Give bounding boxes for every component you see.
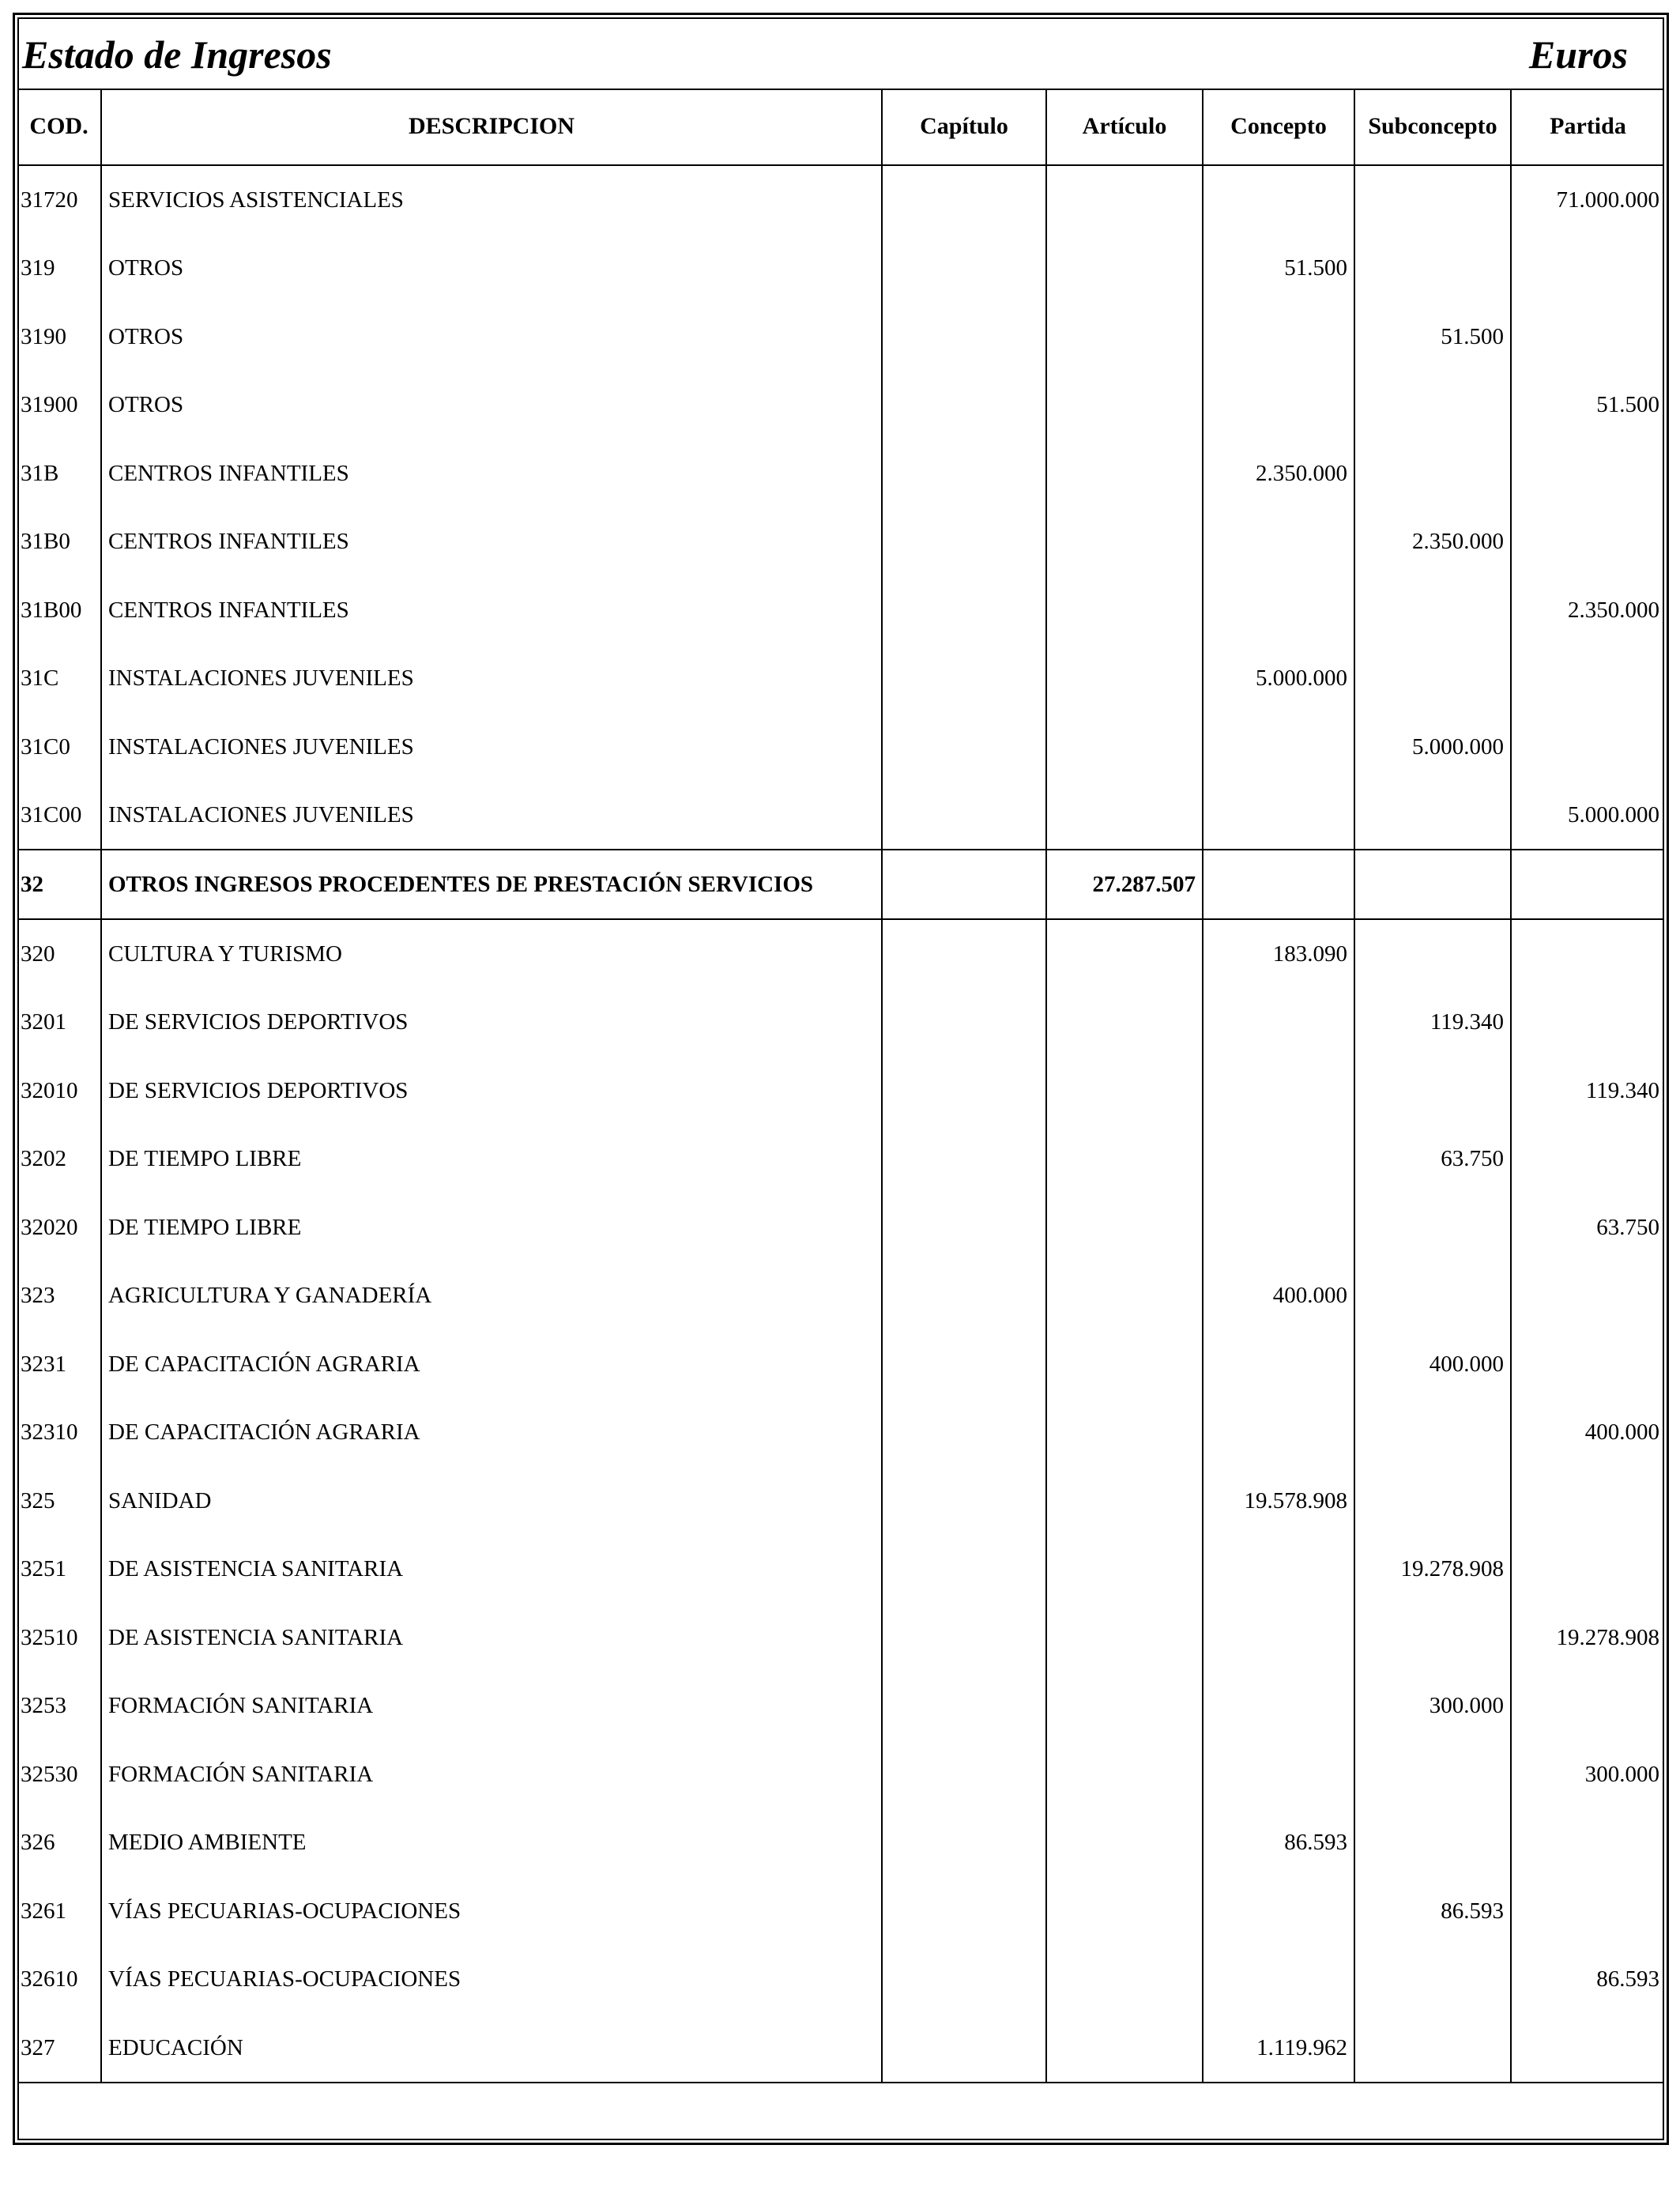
cell-descripcion: DE SERVICIOS DEPORTIVOS xyxy=(108,1077,409,1103)
cell-subconcepto: 2.350.000 xyxy=(1412,529,1504,555)
cell-partida xyxy=(1512,1330,1659,1399)
table-row xyxy=(0,1877,1680,1946)
cell-cod: 3231 xyxy=(21,1351,66,1377)
table-row xyxy=(0,1125,1680,1194)
cell-cod: 319 xyxy=(21,255,55,281)
cell-cod: 31B xyxy=(21,460,59,486)
cell-cod: 31720 xyxy=(21,187,78,213)
cell-cod: 32310 xyxy=(21,1419,78,1446)
cell-descripcion: OTROS INGRESOS PROCEDENTES DE PRESTACIÓN SERVICIOS xyxy=(108,871,814,897)
cell-capitulo xyxy=(883,1877,1039,1946)
cell-descripcion: EDUCACIÓN xyxy=(108,2034,243,2060)
cell-cod: 32020 xyxy=(21,1214,78,1240)
cell-articulo xyxy=(1047,1057,1196,1125)
cell-subconcepto xyxy=(1355,1262,1504,1331)
cell-cod: 3261 xyxy=(21,1898,66,1924)
cell-descripcion: FORMACIÓN SANITARIA xyxy=(108,1761,374,1787)
cell-partida: 86.593 xyxy=(1596,1966,1659,1992)
article-total-row xyxy=(0,850,1680,919)
cell-concepto: 400.000 xyxy=(1272,1283,1347,1309)
cell-subconcepto xyxy=(1355,645,1504,714)
cell-subconcepto: 19.278.908 xyxy=(1400,1556,1504,1582)
cell-descripcion: OTROS xyxy=(108,392,184,418)
cell-articulo xyxy=(1047,1330,1196,1399)
cell-subconcepto: 51.500 xyxy=(1441,323,1504,349)
cell-articulo xyxy=(1047,439,1196,508)
cell-concepto xyxy=(1203,371,1347,440)
cell-cod: 323 xyxy=(21,1283,55,1309)
cell-capitulo xyxy=(883,439,1039,508)
cell-partida xyxy=(1512,1877,1659,1946)
cell-articulo xyxy=(1047,1604,1196,1672)
cell-cod: 3202 xyxy=(21,1146,66,1172)
cell-capitulo xyxy=(883,1193,1039,1262)
cell-articulo xyxy=(1047,1740,1196,1809)
cell-subconcepto: 300.000 xyxy=(1429,1693,1504,1719)
cell-descripcion: CENTROS INFANTILES xyxy=(108,460,349,486)
cell-concepto xyxy=(1203,713,1347,782)
cell-subconcepto xyxy=(1355,576,1504,645)
cell-descripcion: CENTROS INFANTILES xyxy=(108,529,349,555)
table-row xyxy=(0,508,1680,577)
table-row xyxy=(0,920,1680,989)
cell-capitulo xyxy=(883,1125,1039,1194)
cell-capitulo xyxy=(883,166,1039,235)
cell-partida xyxy=(1512,645,1659,714)
cell-concepto: 5.000.000 xyxy=(1256,665,1347,692)
cell-concepto xyxy=(1203,1399,1347,1468)
cell-descripcion: DE SERVICIOS DEPORTIVOS xyxy=(108,1009,409,1035)
cell-articulo xyxy=(1047,508,1196,577)
cell-capitulo xyxy=(883,782,1039,850)
cell-capitulo xyxy=(883,1467,1039,1536)
cell-articulo xyxy=(1047,645,1196,714)
cell-concepto xyxy=(1203,1125,1347,1194)
cell-cod: 327 xyxy=(21,2034,55,2060)
cell-partida xyxy=(1512,713,1659,782)
cell-partida: 63.750 xyxy=(1596,1214,1659,1240)
cell-concepto xyxy=(1203,850,1347,919)
cell-articulo xyxy=(1047,1536,1196,1604)
cell-articulo xyxy=(1047,1125,1196,1194)
cell-partida: 2.350.000 xyxy=(1568,597,1659,623)
cell-partida xyxy=(1512,303,1659,371)
column-header-concepto: Concepto xyxy=(1230,113,1327,139)
cell-concepto xyxy=(1203,1057,1347,1125)
cell-cod: 3201 xyxy=(21,1009,66,1035)
cell-concepto xyxy=(1203,782,1347,850)
table-row xyxy=(0,1809,1680,1878)
table-row xyxy=(0,371,1680,440)
cell-descripcion: DE TIEMPO LIBRE xyxy=(108,1214,302,1240)
cell-articulo xyxy=(1047,1193,1196,1262)
cell-articulo xyxy=(1047,1672,1196,1741)
cell-subconcepto xyxy=(1355,782,1504,850)
cell-partida xyxy=(1512,1262,1659,1331)
cell-descripcion: DE CAPACITACIÓN AGRARIA xyxy=(108,1419,420,1446)
cell-capitulo xyxy=(883,1330,1039,1399)
cell-articulo xyxy=(1047,1467,1196,1536)
cell-capitulo xyxy=(883,1604,1039,1672)
cell-descripcion: DE ASISTENCIA SANITARIA xyxy=(108,1624,404,1650)
cell-concepto xyxy=(1203,1193,1347,1262)
table-row xyxy=(0,303,1680,371)
cell-descripcion: SERVICIOS ASISTENCIALES xyxy=(108,187,404,213)
cell-concepto xyxy=(1203,1536,1347,1604)
cell-cod: 3251 xyxy=(21,1556,66,1582)
cell-subconcepto xyxy=(1355,920,1504,989)
cell-descripcion: VÍAS PECUARIAS-OCUPACIONES xyxy=(108,1898,461,1924)
table-row xyxy=(0,235,1680,303)
cell-descripcion: INSTALACIONES JUVENILES xyxy=(108,802,414,828)
table-row xyxy=(0,1672,1680,1741)
column-header-cod: COD. xyxy=(29,113,89,139)
cell-cod: 32510 xyxy=(21,1624,78,1650)
column-header-descripcion: DESCRIPCION xyxy=(408,113,575,139)
table-row xyxy=(0,1467,1680,1536)
cell-articulo xyxy=(1047,920,1196,989)
cell-cod: 31C xyxy=(21,665,59,692)
cell-partida xyxy=(1512,235,1659,303)
cell-descripcion: DE CAPACITACIÓN AGRARIA xyxy=(108,1351,420,1377)
cell-subconcepto: 86.593 xyxy=(1441,1898,1504,1924)
cell-subconcepto: 63.750 xyxy=(1441,1146,1504,1172)
cell-descripcion: MEDIO AMBIENTE xyxy=(108,1830,307,1856)
cell-capitulo xyxy=(883,1399,1039,1468)
page-title: Estado de Ingresos xyxy=(22,32,332,77)
cell-capitulo xyxy=(883,1672,1039,1741)
cell-capitulo xyxy=(883,1536,1039,1604)
cell-articulo xyxy=(1047,1399,1196,1468)
cell-subconcepto xyxy=(1355,850,1504,919)
cell-capitulo xyxy=(883,1057,1039,1125)
cell-capitulo xyxy=(883,508,1039,577)
cell-concepto: 86.593 xyxy=(1284,1830,1347,1856)
cell-descripcion: DE ASISTENCIA SANITARIA xyxy=(108,1556,404,1582)
cell-capitulo xyxy=(883,2014,1039,2083)
cell-cod: 32010 xyxy=(21,1077,78,1103)
cell-cod: 325 xyxy=(21,1487,55,1514)
cell-subconcepto xyxy=(1355,1946,1504,2015)
cell-concepto xyxy=(1203,1740,1347,1809)
cell-articulo xyxy=(1047,371,1196,440)
cell-partida xyxy=(1512,1672,1659,1741)
cell-subconcepto xyxy=(1355,1809,1504,1878)
cell-cod: 326 xyxy=(21,1830,55,1856)
cell-partida xyxy=(1512,1125,1659,1194)
cell-descripcion: VÍAS PECUARIAS-OCUPACIONES xyxy=(108,1966,461,1992)
cell-subconcepto: 5.000.000 xyxy=(1412,733,1504,760)
cell-capitulo xyxy=(883,713,1039,782)
cell-descripcion: SANIDAD xyxy=(108,1487,212,1514)
cell-articulo xyxy=(1047,166,1196,235)
cell-concepto: 51.500 xyxy=(1284,255,1347,281)
cell-articulo xyxy=(1047,1946,1196,2015)
cell-capitulo xyxy=(883,576,1039,645)
cell-articulo xyxy=(1047,303,1196,371)
cell-concepto: 183.090 xyxy=(1272,941,1347,967)
cell-partida: 51.500 xyxy=(1596,392,1659,418)
cell-partida: 5.000.000 xyxy=(1568,802,1659,828)
cell-concepto xyxy=(1203,989,1347,1057)
table-row xyxy=(0,782,1680,850)
cell-cod: 31B0 xyxy=(21,529,70,555)
cell-descripcion: FORMACIÓN SANITARIA xyxy=(108,1693,374,1719)
cell-capitulo xyxy=(883,989,1039,1057)
cell-cod: 31C0 xyxy=(21,733,70,760)
cell-concepto xyxy=(1203,576,1347,645)
cell-articulo xyxy=(1047,235,1196,303)
cell-concepto xyxy=(1203,166,1347,235)
cell-capitulo xyxy=(883,645,1039,714)
cell-concepto xyxy=(1203,1877,1347,1946)
cell-articulo xyxy=(1047,989,1196,1057)
cell-subconcepto xyxy=(1355,1604,1504,1672)
cell-articulo xyxy=(1047,713,1196,782)
table-row xyxy=(0,1946,1680,2015)
cell-concepto: 2.350.000 xyxy=(1256,460,1347,486)
cell-concepto: 19.578.908 xyxy=(1244,1487,1347,1514)
table-row xyxy=(0,1399,1680,1468)
cell-partida xyxy=(1512,439,1659,508)
cell-descripcion: OTROS xyxy=(108,255,184,281)
column-header-subconcepto: Subconcepto xyxy=(1368,113,1497,139)
table-row xyxy=(0,166,1680,235)
cell-subconcepto xyxy=(1355,1740,1504,1809)
table-row xyxy=(0,2014,1680,2083)
cell-descripcion: DE TIEMPO LIBRE xyxy=(108,1146,302,1172)
cell-concepto xyxy=(1203,303,1347,371)
table-row xyxy=(0,1604,1680,1672)
cell-partida xyxy=(1512,1536,1659,1604)
cell-descripcion: INSTALACIONES JUVENILES xyxy=(108,733,414,760)
table-row xyxy=(0,1262,1680,1331)
cell-cod: 32610 xyxy=(21,1966,78,1992)
cell-partida xyxy=(1512,850,1659,919)
cell-cod: 31B00 xyxy=(21,597,82,623)
table-row xyxy=(0,576,1680,645)
cell-descripcion: CULTURA Y TURISMO xyxy=(108,941,342,967)
cell-capitulo xyxy=(883,1809,1039,1878)
cell-articulo xyxy=(1047,2014,1196,2083)
cell-descripcion: INSTALACIONES JUVENILES xyxy=(108,665,414,692)
cell-articulo xyxy=(1047,782,1196,850)
table-row xyxy=(0,1057,1680,1125)
cell-subconcepto: 400.000 xyxy=(1429,1351,1504,1377)
cell-concepto xyxy=(1203,1946,1347,2015)
cell-subconcepto xyxy=(1355,2014,1504,2083)
cell-articulo xyxy=(1047,1262,1196,1331)
cell-cod: 31C00 xyxy=(21,802,82,828)
cell-partida xyxy=(1512,920,1659,989)
cell-capitulo xyxy=(883,371,1039,440)
cell-subconcepto xyxy=(1355,235,1504,303)
cell-partida: 19.278.908 xyxy=(1556,1624,1659,1650)
cell-partida xyxy=(1512,989,1659,1057)
cell-capitulo xyxy=(883,303,1039,371)
cell-capitulo xyxy=(883,1740,1039,1809)
cell-capitulo xyxy=(883,1262,1039,1331)
cell-articulo xyxy=(1047,1809,1196,1878)
cell-partida: 400.000 xyxy=(1584,1419,1659,1446)
cell-capitulo xyxy=(883,850,1039,919)
table-row xyxy=(0,713,1680,782)
cell-cod: 3253 xyxy=(21,1693,66,1719)
cell-partida: 71.000.000 xyxy=(1556,187,1659,213)
cell-concepto: 1.119.962 xyxy=(1256,2034,1347,2060)
column-header-capitulo: Capítulo xyxy=(920,113,1008,139)
cell-partida xyxy=(1512,1467,1659,1536)
cell-cod: 32530 xyxy=(21,1761,78,1787)
cell-partida: 119.340 xyxy=(1585,1077,1659,1103)
cell-partida xyxy=(1512,2014,1659,2083)
cell-subconcepto xyxy=(1355,166,1504,235)
cell-subconcepto xyxy=(1355,1467,1504,1536)
column-header-partida: Partida xyxy=(1550,113,1626,139)
cell-partida xyxy=(1512,1809,1659,1878)
cell-descripcion: CENTROS INFANTILES xyxy=(108,597,349,623)
cell-articulo xyxy=(1047,1877,1196,1946)
cell-subconcepto xyxy=(1355,1399,1504,1468)
cell-concepto xyxy=(1203,1330,1347,1399)
cell-capitulo xyxy=(883,1946,1039,2015)
cell-capitulo xyxy=(883,235,1039,303)
cell-concepto xyxy=(1203,508,1347,577)
currency-unit: Euros xyxy=(1528,32,1628,77)
cell-descripcion: OTROS xyxy=(108,323,184,349)
table-row xyxy=(0,1193,1680,1262)
table-row xyxy=(0,1740,1680,1809)
table-row xyxy=(0,645,1680,714)
column-header-articulo: Artículo xyxy=(1082,113,1167,139)
cell-partida xyxy=(1512,508,1659,577)
cell-descripcion: AGRICULTURA Y GANADERÍA xyxy=(108,1283,432,1309)
cell-partida: 300.000 xyxy=(1584,1761,1659,1787)
table-row xyxy=(0,1536,1680,1604)
cell-cod: 32 xyxy=(21,871,43,897)
table-row xyxy=(0,1330,1680,1399)
cell-cod: 31900 xyxy=(21,392,78,418)
cell-articulo: 27.287.507 xyxy=(1092,871,1196,897)
cell-concepto xyxy=(1203,1604,1347,1672)
cell-capitulo xyxy=(883,920,1039,989)
cell-subconcepto xyxy=(1355,371,1504,440)
cell-cod: 320 xyxy=(21,941,55,967)
cell-subconcepto xyxy=(1355,1193,1504,1262)
cell-concepto xyxy=(1203,1672,1347,1741)
cell-cod: 3190 xyxy=(21,323,66,349)
table-row xyxy=(0,989,1680,1057)
cell-subconcepto xyxy=(1355,1057,1504,1125)
cell-subconcepto: 119.340 xyxy=(1430,1009,1504,1035)
table-row xyxy=(0,439,1680,508)
cell-subconcepto xyxy=(1355,439,1504,508)
cell-articulo xyxy=(1047,576,1196,645)
